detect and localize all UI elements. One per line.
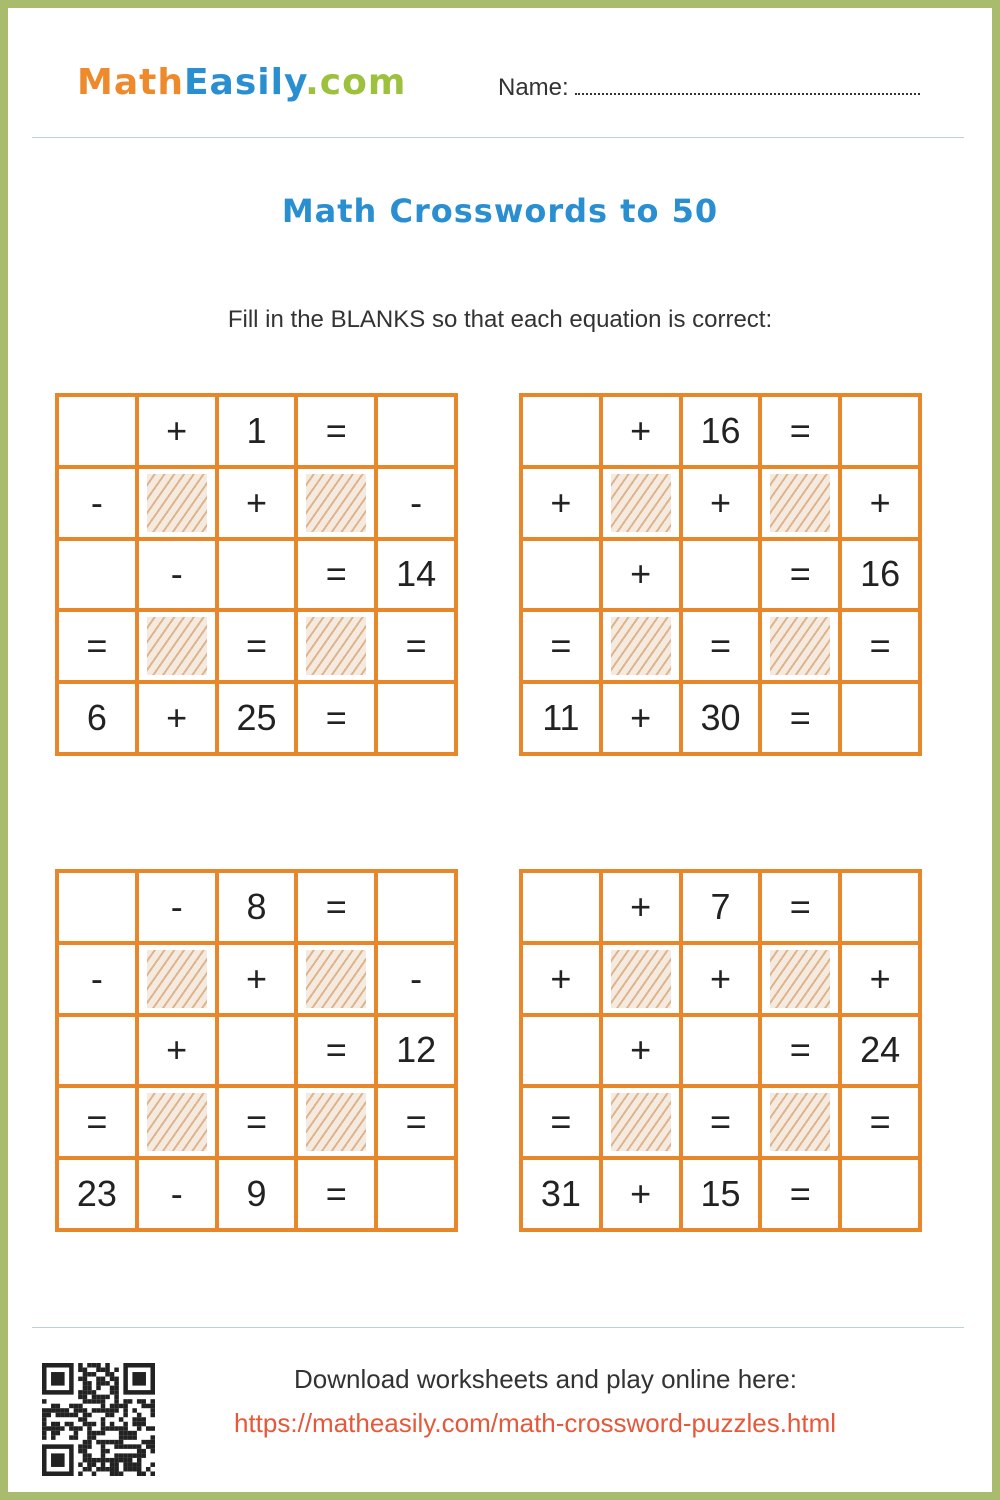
logo-math: Math: [77, 62, 184, 103]
hatch-pattern: [770, 950, 830, 1008]
name-label: Name:: [498, 74, 569, 101]
blank-cell[interactable]: [217, 539, 297, 611]
shaded-cell: [296, 943, 376, 1015]
crossword-puzzle-3: [55, 869, 458, 1232]
operator-cell: =: [760, 539, 840, 611]
operator-cell: =: [521, 1086, 601, 1158]
operator-cell: =: [681, 1086, 761, 1158]
operator-cell: =: [760, 1158, 840, 1230]
hatch-pattern: [147, 474, 207, 532]
shaded-cell: [601, 467, 681, 539]
number-cell: 14: [376, 539, 456, 611]
logo-com: .com: [305, 62, 407, 103]
shaded-cell: [296, 467, 376, 539]
page-title: Math Crosswords to 50: [281, 192, 719, 230]
number-cell: 30: [681, 682, 761, 754]
shaded-cell: [601, 943, 681, 1015]
operator-cell: +: [601, 871, 681, 943]
operator-cell: -: [137, 871, 217, 943]
shaded-cell: [601, 610, 681, 682]
operator-cell: =: [217, 1086, 297, 1158]
hatch-pattern: [306, 474, 366, 532]
shaded-cell: [137, 467, 217, 539]
operator-cell: =: [760, 1015, 840, 1087]
operator-cell: =: [217, 610, 297, 682]
blank-cell[interactable]: [681, 1015, 761, 1087]
blank-cell[interactable]: [376, 395, 456, 467]
divider: [32, 137, 964, 138]
blank-cell[interactable]: [57, 871, 137, 943]
blank-cell[interactable]: [521, 871, 601, 943]
operator-cell: +: [601, 682, 681, 754]
hatch-pattern: [147, 950, 207, 1008]
hatch-pattern: [770, 474, 830, 532]
logo-easily: Easily: [183, 62, 306, 103]
blank-cell[interactable]: [521, 1015, 601, 1087]
shaded-cell: [760, 610, 840, 682]
operator-cell: =: [760, 871, 840, 943]
blank-cell[interactable]: [376, 682, 456, 754]
hatch-pattern: [306, 617, 366, 675]
number-cell: 1: [217, 395, 297, 467]
number-cell: 11: [521, 682, 601, 754]
number-cell: 24: [840, 1015, 920, 1087]
name-field[interactable]: [498, 74, 920, 102]
operator-cell: =: [760, 395, 840, 467]
number-cell: 7: [681, 871, 761, 943]
operator-cell: =: [376, 1086, 456, 1158]
operator-cell: +: [521, 943, 601, 1015]
operator-cell: =: [296, 1015, 376, 1087]
blank-cell[interactable]: [840, 395, 920, 467]
number-cell: 31: [521, 1158, 601, 1230]
operator-cell: +: [601, 1158, 681, 1230]
number-cell: 16: [840, 539, 920, 611]
number-cell: 25: [217, 682, 297, 754]
crossword-puzzle-4: [519, 869, 922, 1232]
blank-cell[interactable]: [57, 395, 137, 467]
blank-cell[interactable]: [840, 1158, 920, 1230]
operator-cell: +: [521, 467, 601, 539]
operator-cell: +: [137, 682, 217, 754]
number-cell: 6: [57, 682, 137, 754]
operator-cell: +: [601, 539, 681, 611]
operator-cell: =: [296, 1158, 376, 1230]
shaded-cell: [296, 610, 376, 682]
operator-cell: =: [296, 395, 376, 467]
blank-cell[interactable]: [840, 682, 920, 754]
operator-cell: +: [137, 1015, 217, 1087]
blank-cell[interactable]: [521, 395, 601, 467]
footer-divider: [32, 1327, 964, 1328]
blank-cell[interactable]: [681, 539, 761, 611]
operator-cell: -: [57, 467, 137, 539]
operator-cell: -: [137, 539, 217, 611]
crossword-puzzle-1: [55, 393, 458, 756]
operator-cell: +: [217, 943, 297, 1015]
operator-cell: =: [296, 871, 376, 943]
operator-cell: =: [57, 610, 137, 682]
number-cell: 16: [681, 395, 761, 467]
operator-cell: -: [137, 1158, 217, 1230]
hatch-pattern: [611, 950, 671, 1008]
operator-cell: +: [681, 943, 761, 1015]
shaded-cell: [760, 943, 840, 1015]
hatch-pattern: [770, 617, 830, 675]
shaded-cell: [760, 1086, 840, 1158]
operator-cell: =: [296, 682, 376, 754]
blank-cell[interactable]: [217, 1015, 297, 1087]
hatch-pattern: [611, 1093, 671, 1151]
hatch-pattern: [306, 950, 366, 1008]
blank-cell[interactable]: [521, 539, 601, 611]
hatch-pattern: [147, 617, 207, 675]
operator-cell: =: [681, 610, 761, 682]
operator-cell: +: [840, 467, 920, 539]
hatch-pattern: [306, 1093, 366, 1151]
operator-cell: =: [840, 1086, 920, 1158]
operator-cell: =: [840, 610, 920, 682]
operator-cell: -: [376, 467, 456, 539]
instructions: Fill in the BLANKS so that each equation is correct:: [227, 306, 773, 333]
operator-cell: -: [376, 943, 456, 1015]
operator-cell: =: [376, 610, 456, 682]
hatch-pattern: [611, 474, 671, 532]
blank-cell[interactable]: [57, 1015, 137, 1087]
shaded-cell: [137, 610, 217, 682]
shaded-cell: [760, 467, 840, 539]
operator-cell: =: [521, 610, 601, 682]
blank-cell[interactable]: [376, 871, 456, 943]
shaded-cell: [137, 943, 217, 1015]
operator-cell: +: [217, 467, 297, 539]
crossword-puzzle-2: [519, 393, 922, 756]
number-cell: 23: [57, 1158, 137, 1230]
name-line[interactable]: [575, 75, 920, 95]
footer-text: Download worksheets and play online here:: [294, 1364, 797, 1394]
shaded-cell: [137, 1086, 217, 1158]
blank-cell[interactable]: [840, 871, 920, 943]
hatch-pattern: [147, 1093, 207, 1151]
hatch-pattern: [770, 1093, 830, 1151]
logo: [77, 62, 406, 103]
number-cell: 12: [376, 1015, 456, 1087]
number-cell: 15: [681, 1158, 761, 1230]
operator-cell: +: [840, 943, 920, 1015]
qr-code-icon: [42, 1363, 155, 1476]
operator-cell: -: [57, 943, 137, 1015]
hatch-pattern: [611, 617, 671, 675]
operator-cell: =: [296, 539, 376, 611]
number-cell: 9: [217, 1158, 297, 1230]
operator-cell: +: [137, 395, 217, 467]
operator-cell: =: [760, 682, 840, 754]
blank-cell[interactable]: [376, 1158, 456, 1230]
operator-cell: +: [601, 395, 681, 467]
operator-cell: =: [57, 1086, 137, 1158]
number-cell: 8: [217, 871, 297, 943]
footer-link[interactable]: https://matheasily.com/math-crossword-puzzles.html: [234, 1408, 837, 1438]
shaded-cell: [601, 1086, 681, 1158]
operator-cell: +: [601, 1015, 681, 1087]
shaded-cell: [296, 1086, 376, 1158]
operator-cell: +: [681, 467, 761, 539]
blank-cell[interactable]: [57, 539, 137, 611]
